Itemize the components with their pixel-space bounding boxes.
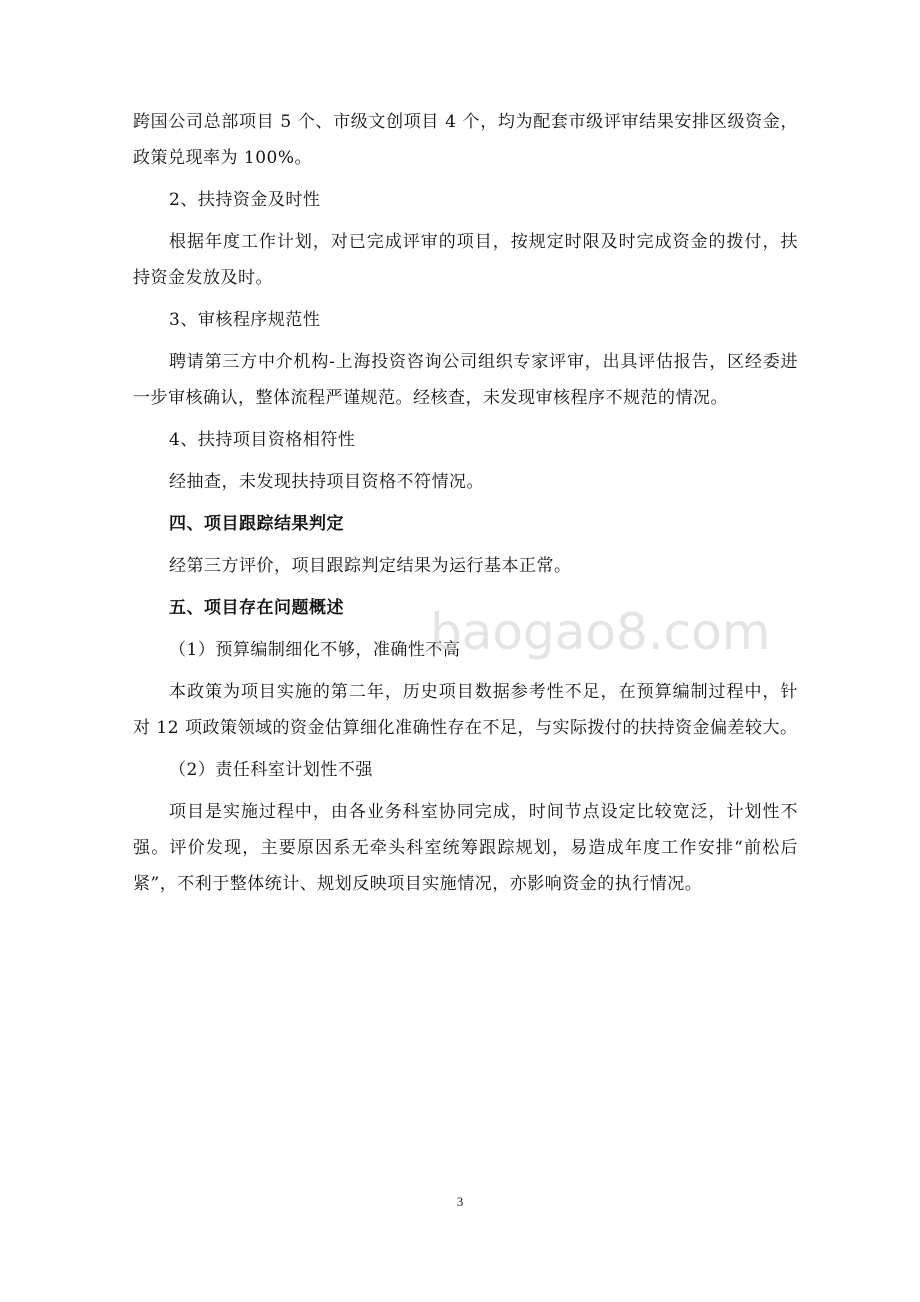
paragraph-budget: 本政策为项目实施的第二年，历史项目数据参考性不足，在预算编制过程中，针对 12 项政策领域的资金估算细化准确性存在不足，与实际拨付的扶持资金偏差较大。 [133,682,798,738]
document-body [133,104,798,908]
paragraph-fund-timeliness: 根据年度工作计划，对已完成评审的项目，按规定时限及时完成资金的拨付，扶持资金发放及时。 [133,232,798,288]
paragraph-review-procedure: 聘请第三方中介机构-上海投资咨询公司组织专家评审，出具评估报告，区经委进一步审核确认，整体流程严谨规范。经核查，未发现审核程序不规范的情况。 [133,352,798,408]
paragraph-qualification: 经抽查，未发现扶持项目资格不符情况。 [169,472,484,492]
section-heading-problems: 五、项目存在问题概述 [169,598,344,618]
subheading-review-procedure: 3、审核程序规范性 [169,310,321,330]
page-number: 3 [456,1194,464,1209]
paragraph-planning: 项目是实施过程中，由各业务科室协同完成，时间节点设定比较宽泛，计划性不强。评价发现，主要原因系无牵头科室统筹跟踪规划，易造成年度工作安排“前松后紧”，不利于整体统计、规划反映项目实施情况，亦影响资金的执行情况。 [133,802,798,894]
subheading-planning: （2）责任科室计划性不强 [169,760,373,780]
paragraph-continuation: 跨国公司总部项目 5 个、市级文创项目 4 个，均为配套市级评审结果安排区级资金，政策兑现率为 100%。 [133,112,798,168]
subheading-fund-timeliness: 2、扶持资金及时性 [169,190,321,210]
subheading-qualification: 4、扶持项目资格相符性 [169,430,356,450]
section-heading-tracking-result: 四、项目跟踪结果判定 [169,514,344,534]
watermark: baogao8.com [430,603,771,661]
subheading-budget: （1）预算编制细化不够，准确性不高 [169,640,461,660]
paragraph-tracking-result: 经第三方评价，项目跟踪判定结果为运行基本正常。 [169,556,572,576]
